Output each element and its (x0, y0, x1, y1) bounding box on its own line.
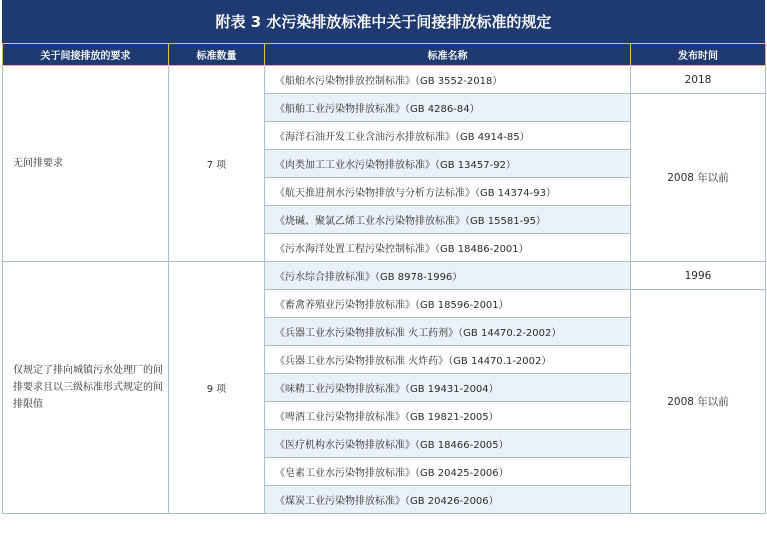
header-count: 标准数量 (169, 44, 265, 66)
standard-name-cell: 《船舶工业污染物排放标准》（GB 4286-84） (265, 94, 631, 122)
standard-name-cell: 《污水海洋处置工程污染控制标准》（GB 18486-2001） (265, 234, 631, 262)
header-requirement: 关于间接排放的要求 (3, 44, 169, 66)
header-row (3, 44, 766, 66)
date-cell: 2008 年以前 (631, 290, 766, 514)
standard-name-cell: 《味精工业污染物排放标准》（GB 19431-2004） (265, 374, 631, 402)
count-cell: 7 项 (169, 66, 265, 262)
standard-name-cell: 《畜禽养殖业污染物排放标准》（GB 18596-2001） (265, 290, 631, 318)
header-standard-name: 标准名称 (265, 44, 631, 66)
standard-name-cell: 《肉类加工工业水污染物排放标准》（GB 13457-92） (265, 150, 631, 178)
table-title: 附表 3 水污染排放标准中关于间接排放标准的规定 (2, 0, 765, 43)
requirement-cell: 无间排要求 (3, 66, 169, 262)
standard-name-cell: 《海洋石油开发工业含油污水排放标准》（GB 4914-85） (265, 122, 631, 150)
standards-table (2, 43, 766, 514)
date-cell: 2008 年以前 (631, 94, 766, 262)
standard-name-cell: 《兵器工业水污染物排放标准 火炸药》（GB 14470.1-2002） (265, 346, 631, 374)
standard-name-cell: 《兵器工业水污染物排放标准 火工药剂》（GB 14470.2-2002） (265, 318, 631, 346)
table-row (3, 66, 766, 94)
standard-name-cell: 《污水综合排放标准》（GB 8978-1996） (265, 262, 631, 290)
date-cell: 1996 (631, 262, 766, 290)
requirement-cell: 仅规定了排向城镇污水处理厂的间排要求且以三级标准形式规定的间排限值 (3, 262, 169, 514)
standard-name-cell: 《煤炭工业污染物排放标准》（GB 20426-2006） (265, 486, 631, 514)
table-row (3, 262, 766, 290)
standard-name-cell: 《船舶水污染物排放控制标准》（GB 3552-2018） (265, 66, 631, 94)
standard-name-cell: 《烧碱、聚氯乙烯工业水污染物排放标准》（GB 15581-95） (265, 206, 631, 234)
standard-name-cell: 《医疗机构水污染物排放标准》（GB 18466-2005） (265, 430, 631, 458)
header-release-date: 发布时间 (631, 44, 766, 66)
date-cell: 2018 (631, 66, 766, 94)
standard-name-cell: 《啤酒工业污染物排放标准》（GB 19821-2005） (265, 402, 631, 430)
standard-name-cell: 《皂素工业水污染物排放标准》（GB 20425-2006） (265, 458, 631, 486)
standard-name-cell: 《航天推进剂水污染物排放与分析方法标准》（GB 14374-93） (265, 178, 631, 206)
count-cell: 9 项 (169, 262, 265, 514)
